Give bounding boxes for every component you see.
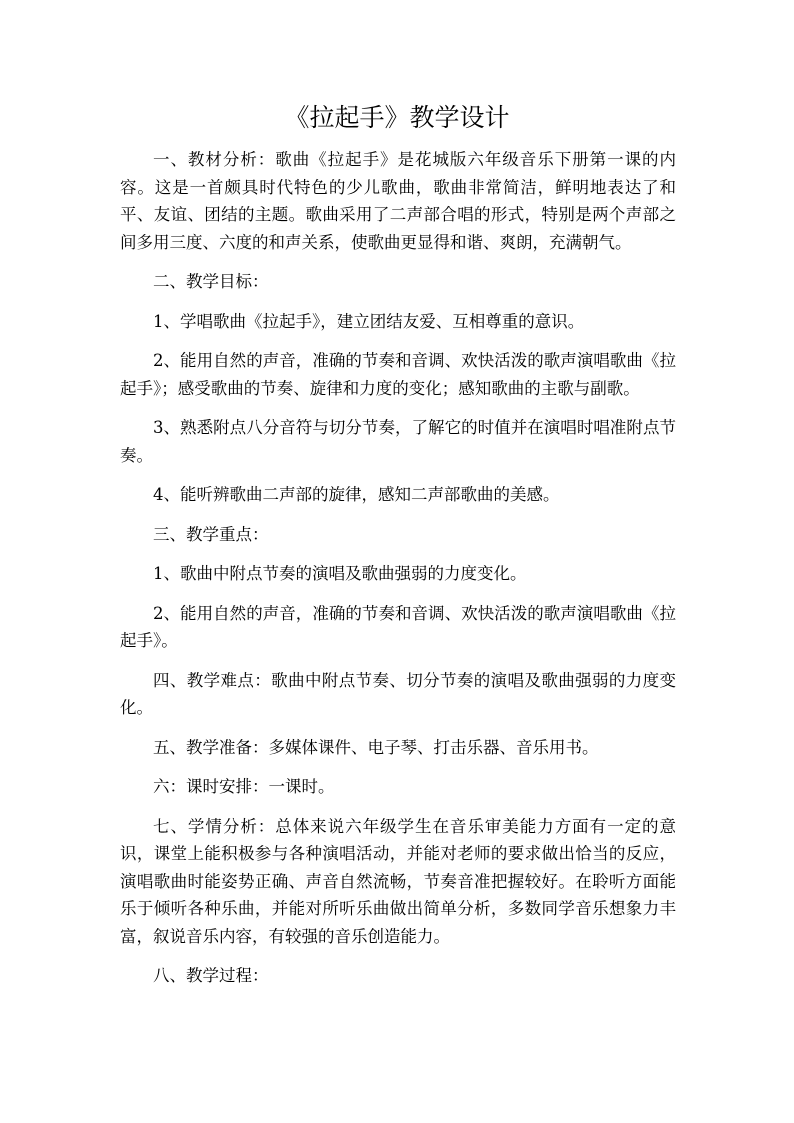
paragraph-student-analysis: 七、学情分析：总体来说六年级学生在音乐审美能力方面有一定的意识，课堂上能积极参与各种演唱活动，并能对老师的要求做出恰当的反应，演唱歌曲时能姿势正确、声音自然流畅，节奏音准把握较好。在聆听方面能乐于倾听各种乐曲，并能对所听乐曲做出简单分析，多数同学音乐想象力丰富，叙说音乐内容，有较强的音乐创造能力。 — [120, 816, 676, 946]
document-body — [120, 146, 676, 1002]
paragraph-schedule: 六：课时安排：一课时。 — [153, 777, 335, 796]
document-title: 《拉起手》教学设计 — [284, 103, 510, 132]
paragraph-objectives-heading: 二、教学目标： — [153, 272, 269, 291]
paragraph-difficulties: 四、教学难点：歌曲中附点节奏、切分节奏的演唱及歌曲强弱的力度变化。 — [120, 670, 676, 717]
paragraph-textbook-analysis: 一、教材分析：歌曲《拉起手》是花城版六年级音乐下册第一课的内容。这是一首颇具时代特色的少儿歌曲，歌曲非常简洁，鲜明地表达了和平、友谊、团结的主题。歌曲采用了二声部合唱的形式，特别是两个声部之间多用三度、六度的和声关系，使歌曲更显得和谐、爽朗，充满朝气。 — [120, 150, 676, 252]
paragraph-objective-3: 3、熟悉附点八分音符与切分节奏，了解它的时值并在演唱时唱准附点节奏。 — [120, 418, 676, 465]
paragraph-objective-2: 2、能用自然的声音，准确的节奏和音调、欢快活泼的歌声演唱歌曲《拉起手》；感受歌曲的节奏、旋律和力度的变化；感知歌曲的主歌与副歌。 — [120, 351, 676, 398]
paragraph-objective-1: 1、学唱歌曲《拉起手》，建立团结友爱、互相尊重的意识。 — [153, 311, 585, 331]
paragraph-preparation: 五、教学准备：多媒体课件、电子琴、打击乐器、音乐用书。 — [153, 737, 599, 757]
paragraph-key-point-1: 1、歌曲中附点节奏的演唱及歌曲强弱的力度变化。 — [153, 564, 527, 583]
paragraph-objective-4: 4、能听辨歌曲二声部的旋律，感知二声部歌曲的美感。 — [153, 485, 560, 504]
paragraph-key-points-heading: 三、教学重点： — [153, 524, 269, 544]
paragraph-key-point-2: 2、能用自然的声音，准确的节奏和音调、欢快活泼的歌声演唱歌曲《拉起手》。 — [120, 603, 676, 650]
paragraph-process-heading: 八、教学过程： — [153, 966, 269, 985]
